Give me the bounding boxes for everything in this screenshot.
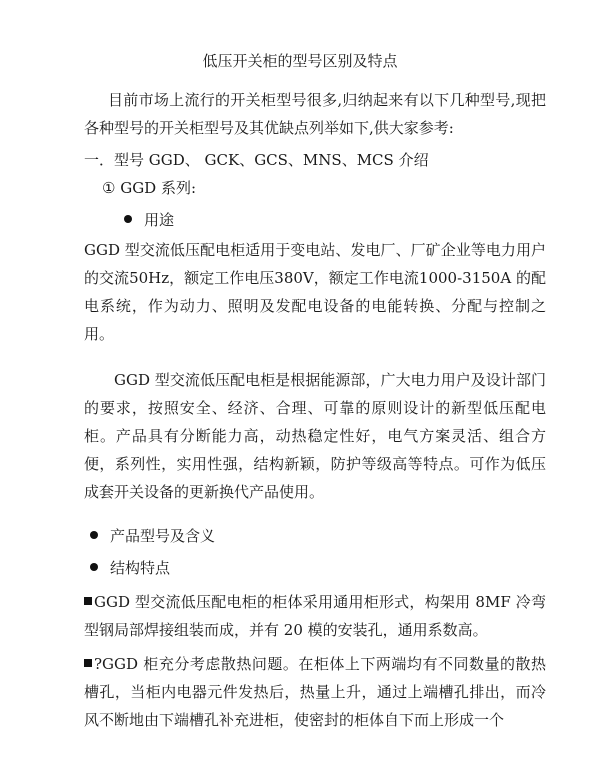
bullet-icon (90, 531, 98, 539)
structure-text-2: ?GGD 柜充分考虑散热问题。在柜体上下两端均有不同数量的散热槽孔，当柜内电器元件发热后，热量上升，通过上端槽孔排出，而冷风不断地由下端槽孔补充进柜，使密封的柜体自下而上形成一个 (84, 655, 546, 729)
document-title: 低压开关柜的型号区别及特点 (202, 52, 398, 70)
bullet-structure (90, 554, 170, 582)
section-heading: 一．型号 GGD、 GCK、GCS、MNS、MCS 介绍 (84, 151, 429, 169)
usage-paragraph: GGD 型交流低压配电柜适用于变电站、发电厂、厂矿企业等电力用户的交流50Hz，额定工作电压380V，额定工作电流1000-3150A 的配电系统，作为动力、照明及发配电设备的电能转换、分配与控制之用。 (84, 241, 546, 343)
bullet-icon (90, 563, 98, 571)
bullet-structure-label: 结构特点 (110, 559, 171, 577)
design-paragraph: GGD 型交流低压配电柜是根据能源部，广大电力用户及设计部门的要求，按照安全、经济、合理、可靠的原则设计的新型低压配电柜。产品具有分断能力高，动热稳定性好，电气方案灵活、组合方便，系列性，实用性强，结构新颖，防护等级高等特点。可作为低压成套开关设备的更新换代产品使用。 (84, 371, 546, 501)
bullet-model (90, 522, 215, 550)
square-bullet-icon (84, 597, 92, 605)
subsection-heading-ggd: ① GGD 系列: (102, 179, 197, 197)
structure-paragraph-1 (84, 588, 546, 644)
square-bullet-icon (84, 659, 92, 667)
bullet-model-label: 产品型号及含义 (110, 527, 216, 545)
bullet-icon (124, 215, 132, 223)
bullet-usage-label: 用途 (144, 211, 175, 229)
structure-text-1: GGD 型交流低压配电柜的柜体采用通用柜形式，构架用 8MF 冷弯型钢局部焊接组装而成，并有 20 模的安装孔，通用系数高。 (84, 593, 546, 639)
structure-paragraph-2 (84, 650, 546, 734)
intro-paragraph: 目前市场上流行的开关柜型号很多,归纳起来有以下几种型号,现把各种型号的开关柜型号及其优缺点列举如下,供大家参考: (84, 91, 546, 137)
bullet-usage (124, 206, 174, 234)
